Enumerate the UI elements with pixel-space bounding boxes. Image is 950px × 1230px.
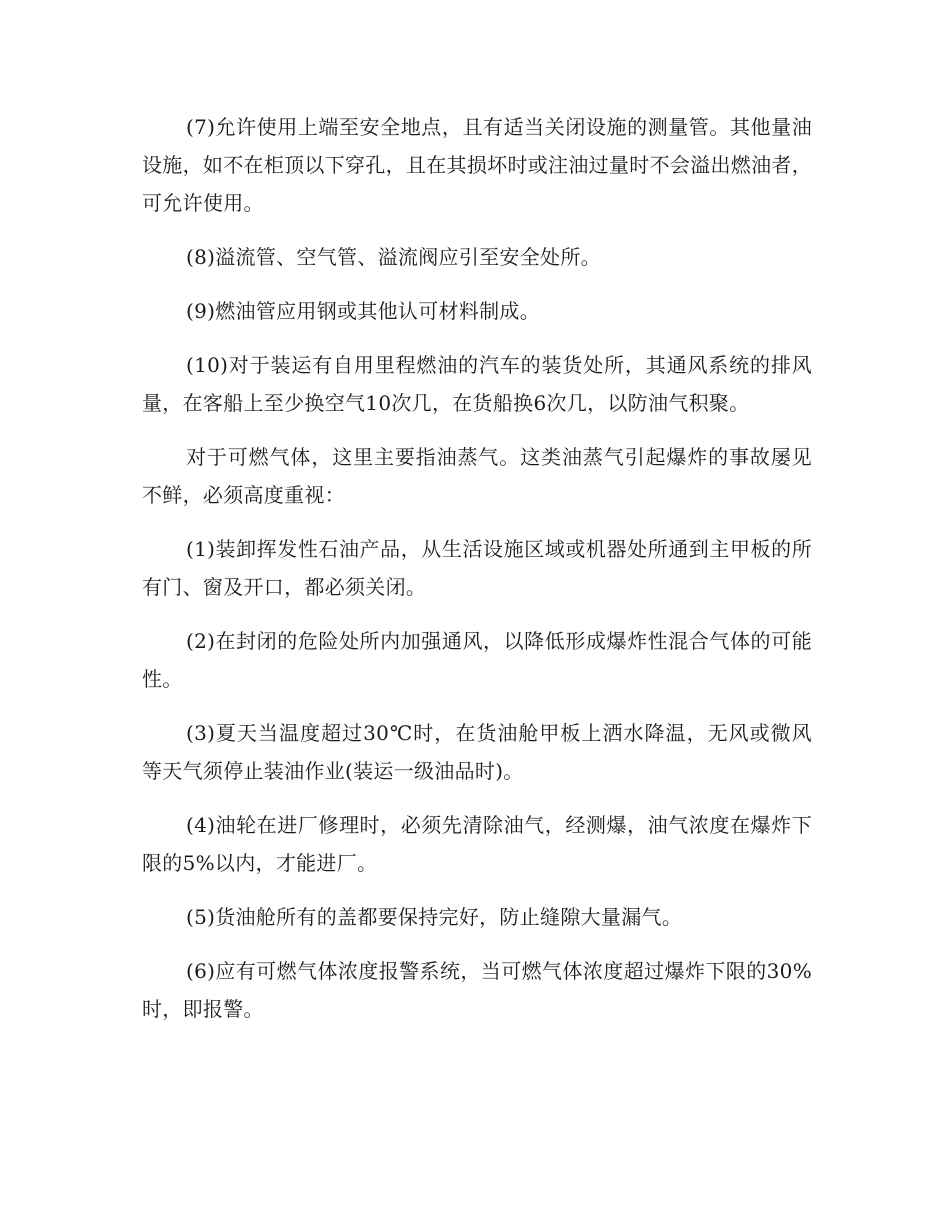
paragraph-gas-item-4: (4)油轮在进厂修理时，必须先清除油气，经测爆，油气浓度在爆炸下限的5%以内，才能进厂。 <box>142 813 812 875</box>
paragraph-item-7: (7)允许使用上端至安全地点，且有适当关闭设施的测量管。其他量油设施，如不在柜顶以下穿孔，且在其损坏时或注油过量时不会溢出燃油者，可允许使用。 <box>142 115 812 215</box>
paragraph-gas-item-6: (6)应有可燃气体浓度报警系统，当可燃气体浓度超过爆炸下限的30%时，即报警。 <box>142 959 812 1021</box>
document-page <box>142 108 812 1028</box>
paragraph-item-10: (10)对于装运有自用里程燃油的汽车的装货处所，其通风系统的排风量，在客船上至少换空气10次几，在货船换6次几，以防油气积聚。 <box>142 353 812 415</box>
paragraph-gas-item-5: (5)货油舱所有的盖都要保持完好，防止缝隙大量漏气。 <box>186 905 683 929</box>
paragraph-item-8: (8)溢流管、空气管、溢流阀应引至安全处所。 <box>186 245 601 269</box>
paragraph-intro-flammable-gas: 对于可燃气体，这里主要指油蒸气。这类油蒸气引起爆炸的事故屡见不鲜，必须高度重视： <box>142 445 812 507</box>
paragraph-gas-item-3: (3)夏天当温度超过30℃时，在货油舱甲板上洒水降温，无风或微风等天气须停止装油作业(装运一级油品时)。 <box>142 721 812 783</box>
paragraph-gas-item-1: (1)装卸挥发性石油产品，从生活设施区域或机器处所通到主甲板的所有门、窗及开口，都必须关闭。 <box>142 537 812 599</box>
paragraph-item-9: (9)燃油管应用钢或其他认可材料制成。 <box>186 299 541 323</box>
paragraph-gas-item-2: (2)在封闭的危险处所内加强通风，以降低形成爆炸性混合气体的可能性。 <box>142 629 812 691</box>
